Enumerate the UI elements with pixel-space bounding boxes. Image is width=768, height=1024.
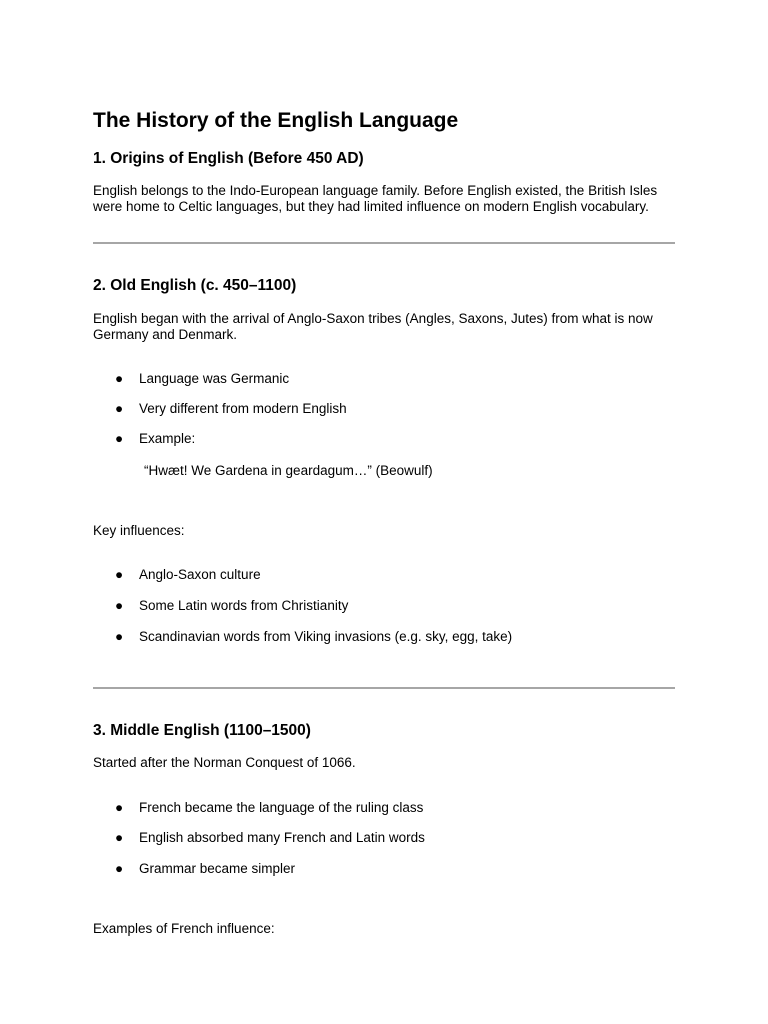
section-3-heading: 3. Middle English (1100–1500) [93, 722, 311, 739]
bullet-icon: ● [115, 431, 124, 446]
list-item-text: Language was Germanic [139, 371, 290, 386]
list-item [115, 431, 195, 446]
list-item-text: Grammar became simpler [139, 861, 296, 876]
list-item [115, 371, 289, 386]
bullet-icon: ● [115, 830, 124, 845]
bullet-icon: ● [115, 371, 124, 386]
list-item [115, 629, 512, 644]
list-item-text: Very different from modern English [139, 401, 347, 416]
list-item [115, 598, 348, 613]
section-1-heading: 1. Origins of English (Before 450 AD) [93, 150, 364, 167]
bullet-icon: ● [115, 629, 124, 644]
beowulf-quote: “Hwæt! We Gardena in geardagum…” (Beowulf) [144, 463, 433, 478]
list-item-text: French became the language of the ruling class [139, 800, 424, 815]
divider [93, 242, 675, 244]
bullet-icon: ● [115, 800, 124, 815]
section-1-paragraph: English belongs to the Indo-European language family. Before English existed, the British Isles were home to Celtic languages, but they had limited influence on modern English vocabulary. [93, 183, 658, 214]
divider [93, 687, 675, 689]
list-item [115, 830, 425, 845]
bullet-icon: ● [115, 598, 124, 613]
bullet-icon: ● [115, 401, 124, 416]
list-item [115, 567, 261, 582]
list-item [115, 401, 347, 416]
bullet-icon: ● [115, 861, 124, 876]
list-item-text: Example: [139, 431, 196, 446]
list-item-text: English absorbed many French and Latin words [139, 830, 425, 845]
list-item-text: Some Latin words from Christianity [139, 598, 349, 613]
key-influences-label: Key influences: [93, 523, 185, 538]
section-2-heading: 2. Old English (c. 450–1100) [93, 277, 297, 294]
list-item [115, 800, 423, 815]
list-item-text: Anglo-Saxon culture [139, 567, 261, 582]
list-item [115, 861, 295, 876]
section-2-paragraph: English began with the arrival of Anglo-Saxon tribes (Angles, Saxons, Jutes) from what is now Germany and Denmark. [93, 311, 653, 342]
list-item-text: Scandinavian words from Viking invasions (e.g. sky, egg, take) [139, 629, 513, 644]
examples-label: Examples of French influence: [93, 921, 275, 936]
page-title: The History of the English Language [93, 109, 459, 132]
section-3-paragraph: Started after the Norman Conquest of 1066. [93, 755, 356, 770]
bullet-icon: ● [115, 567, 124, 582]
